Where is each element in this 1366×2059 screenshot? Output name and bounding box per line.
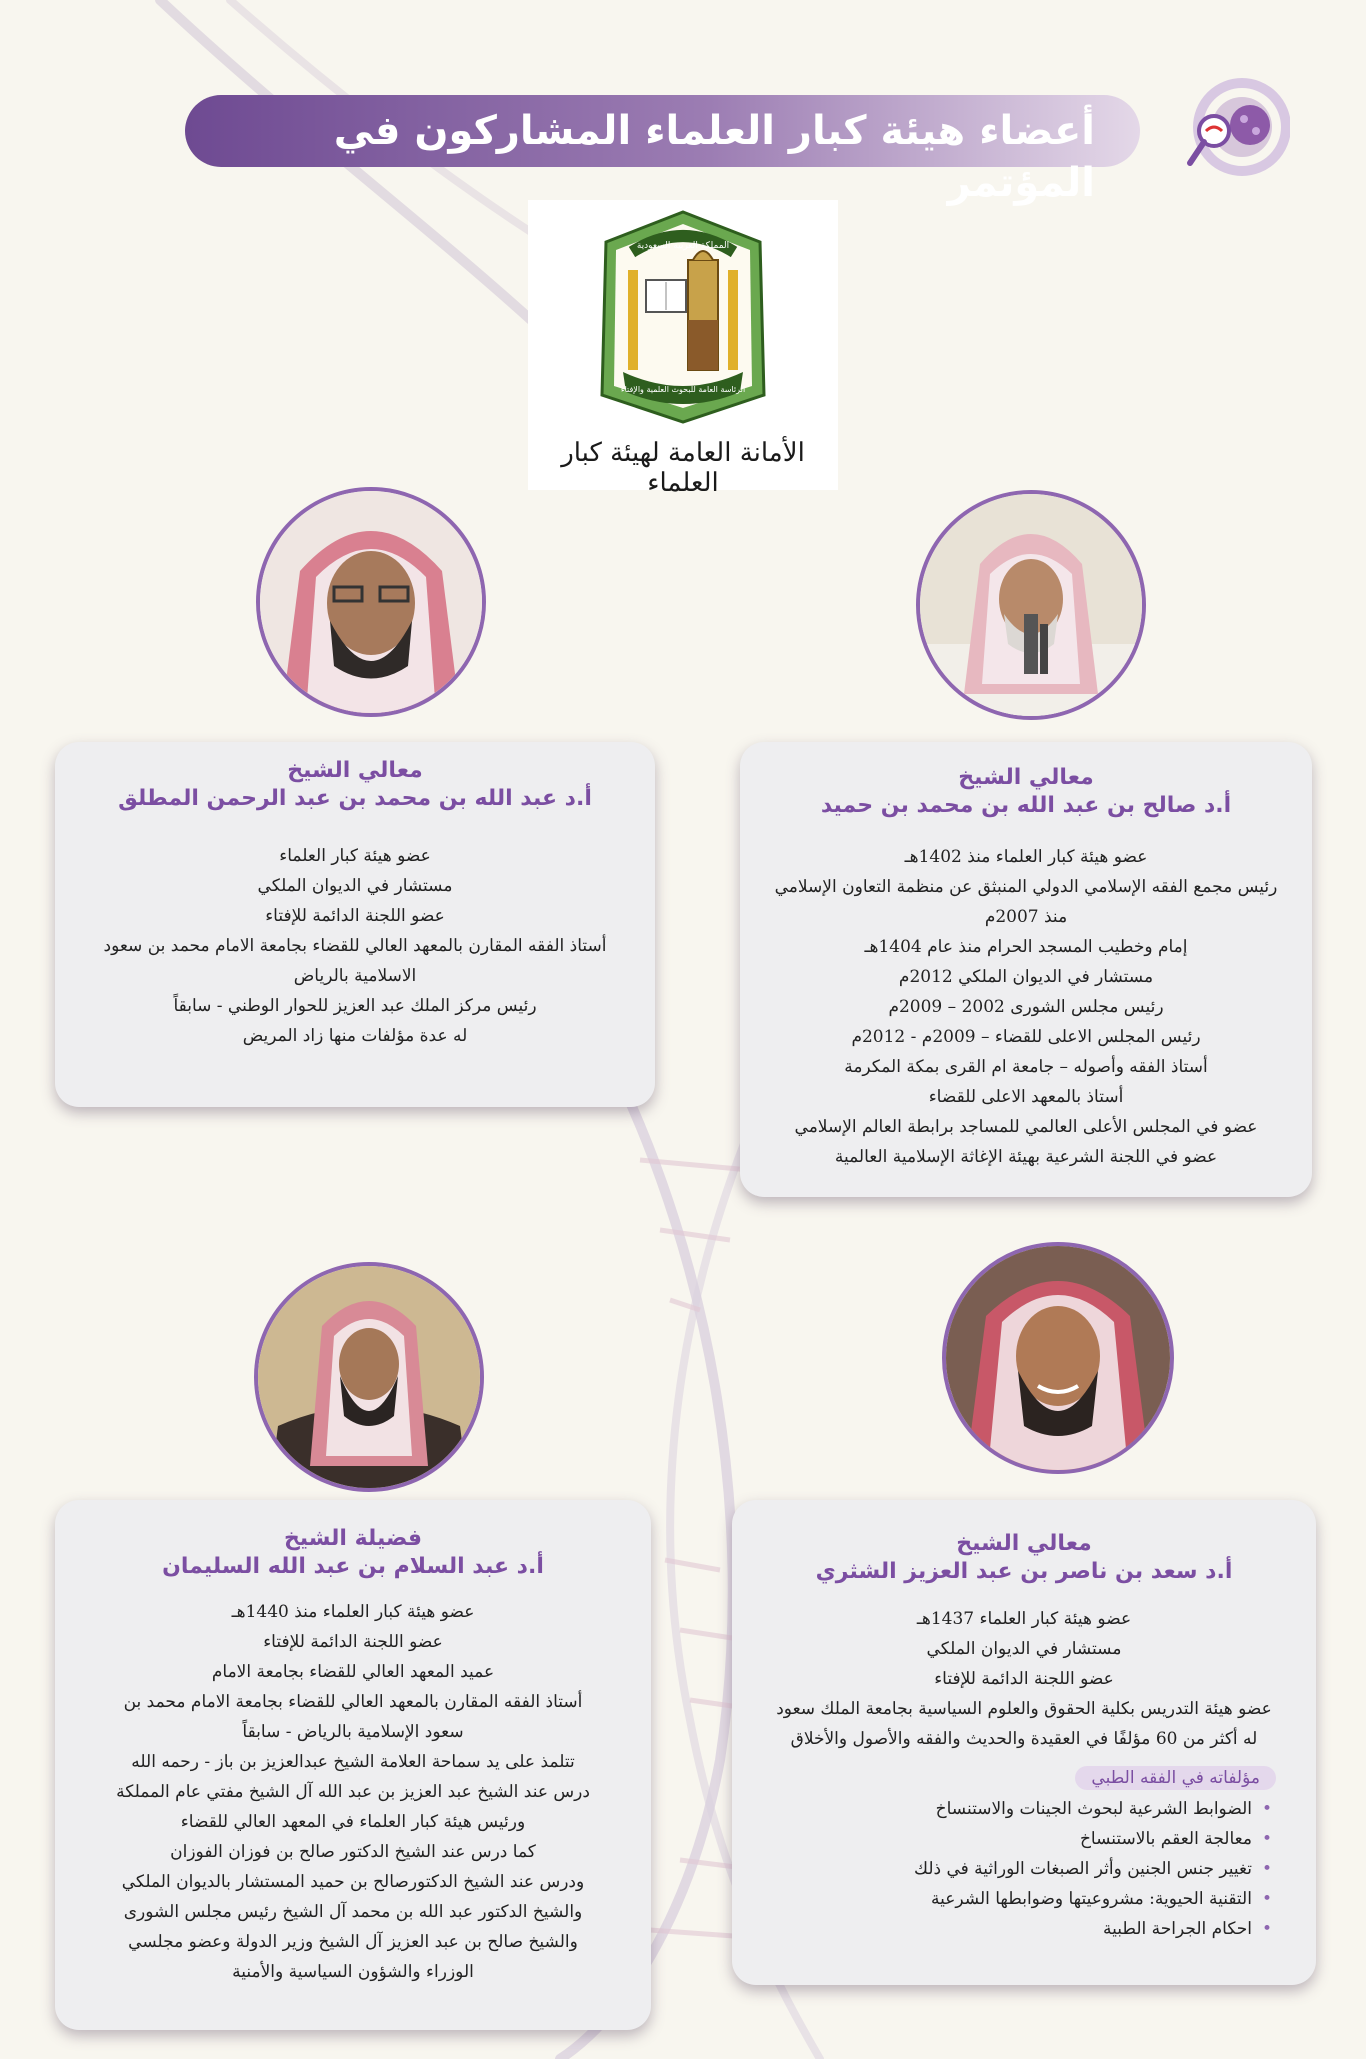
- member-bio-list: [55, 841, 655, 1051]
- work-item: • تغيير جنس الجنين وأثر الصبغات الوراثية في ذلك: [754, 1854, 1272, 1884]
- work-item: • احكام الجراحة الطبية: [754, 1914, 1272, 1944]
- bio-line: ودرس عند الشيخ الدكتورصالح بن حميد المستشار بالديوان الملكي: [121, 1872, 585, 1892]
- dna-magnifier-icon: [1180, 75, 1290, 185]
- bio-line: له عدة مؤلفات منها زاد المريض: [242, 1026, 468, 1046]
- member-title: معالي الشيخ: [287, 758, 423, 783]
- member-name: أ.د سعد بن ناصر بن عبد العزيز الشثري: [815, 1559, 1233, 1584]
- portrait-abdullah-almutlaq: [256, 487, 486, 717]
- work-item: • الضوابط الشرعية لبحوث الجينات والاستنساخ: [754, 1794, 1272, 1824]
- bio-line: أستاذ بالمعهد الاعلى للقضاء: [928, 1087, 1124, 1107]
- bio-line: عضو اللجنة الدائمة للإفتاء: [265, 906, 445, 926]
- member-card-saleh-bin-humaid: [740, 742, 1312, 1197]
- bio-line: تتلمذ على يد سماحة العلامة الشيخ عبدالعزيز بن باز - رحمه الله: [131, 1752, 575, 1772]
- bio-line: عضو اللجنة الدائمة للإفتاء: [263, 1632, 443, 1652]
- bio-line: عضو في اللجنة الشرعية بهيئة الإغاثة الإسلامية العالمية: [834, 1147, 1218, 1167]
- page-title: أعضاء هيئة كبار العلماء المشاركون في المؤتمر: [333, 108, 1095, 206]
- works-list: [732, 1794, 1316, 1944]
- member-bio-list: [740, 842, 1312, 1172]
- bio-line: عضو هيئة كبار العلماء 1437هـ: [916, 1609, 1132, 1629]
- member-card-abdullah-almutlaq: [55, 742, 655, 1107]
- bio-line: رئيس مركز الملك عبد العزيز للحوار الوطني - سابقاً: [173, 996, 537, 1016]
- bio-line: الوزراء والشؤون السياسية والأمنية: [232, 1962, 474, 1982]
- bio-line: ورئيس هيئة كبار العلماء في المعهد العالي للقضاء: [180, 1812, 526, 1832]
- bio-line: الاسلامية بالرياض: [293, 966, 417, 986]
- bio-line: منذ 2007م: [984, 907, 1068, 927]
- member-name: أ.د صالح بن عبد الله بن محمد بن حميد: [820, 793, 1232, 818]
- bio-line: عميد المعهد العالي للقضاء بجامعة الامام: [211, 1662, 495, 1682]
- work-item: • معالجة العقم بالاستنساخ: [754, 1824, 1272, 1854]
- bio-line: سعود الإسلامية بالرياض - سابقاً: [242, 1722, 464, 1742]
- bio-line: درس عند الشيخ عبد العزيز بن عبد الله آل الشيخ مفتي عام المملكة: [116, 1782, 590, 1802]
- page-header: [185, 95, 1140, 206]
- portrait-abdulsalam-alsulaiman: [254, 1262, 484, 1492]
- bio-line: إمام وخطيب المسجد الحرام منذ عام 1404هـ: [864, 937, 1188, 957]
- bio-line: مستشار في الديوان الملكي: [257, 876, 453, 896]
- works-heading: مؤلفاته في الفقه الطبي: [1075, 1766, 1276, 1790]
- bio-line: عضو هيئة كبار العلماء منذ 1440هـ: [231, 1602, 475, 1622]
- logo-caption: الأمانة العامة لهيئة كبار العلماء: [561, 438, 805, 498]
- portrait-saleh-bin-humaid: [916, 490, 1146, 720]
- bio-line: مستشار في الديوان الملكي: [926, 1639, 1122, 1659]
- bio-line: والشيخ الدكتور عبد الله بن محمد آل الشيخ رئيس مجلس الشورى: [123, 1902, 583, 1922]
- bio-line: والشيخ صالح بن عبد العزيز آل الشيخ وزير الدولة وعضو مجلسي: [128, 1932, 578, 1952]
- portrait-saad-alshathri: [942, 1242, 1174, 1474]
- bio-line: عضو هيئة التدريس بكلية الحقوق والعلوم السياسية بجامعة الملك سعود: [776, 1699, 1272, 1719]
- logo-ring-text: المملكة العربية السعودية: [636, 241, 730, 251]
- member-card-abdulsalam-alsulaiman: [55, 1500, 651, 2030]
- member-title: فضيلة الشيخ: [283, 1526, 423, 1551]
- member-name: أ.د عبد الله بن محمد بن عبد الرحمن المطلق: [118, 786, 592, 811]
- bio-line: مستشار في الديوان الملكي 2012م: [898, 967, 1154, 987]
- scholars-council-emblem: [528, 200, 838, 435]
- bio-line: رئيس المجلس الاعلى للقضاء – 2009م - 2012م: [851, 1027, 1201, 1047]
- bio-line: أستاذ الفقه المقارن بالمعهد العالي للقضاء بجامعة الامام محمد بن سعود: [103, 936, 607, 956]
- bio-line: له أكثر من 60 مؤلفًا في العقيدة والحديث والفقه والأصول والأخلاق: [790, 1729, 1258, 1749]
- bio-line: أستاذ الفقه المقارن بالمعهد العالي للقضاء بجامعة الامام محمد بن: [123, 1692, 583, 1712]
- bio-line: عضو هيئة كبار العلماء منذ 1402هـ: [904, 847, 1148, 867]
- bio-line: أستاذ الفقه وأصوله – جامعة ام القرى بمكة المكرمة: [844, 1057, 1208, 1077]
- member-title: معالي الشيخ: [958, 765, 1094, 790]
- bio-line: عضو في المجلس الأعلى العالمي للمساجد برابطة العالم الإسلامي: [794, 1117, 1258, 1137]
- organization-logo: [528, 200, 838, 498]
- member-bio-list: [55, 1597, 651, 1987]
- work-item: • التقنية الحيوية: مشروعيتها وضوابطها الشرعية: [754, 1884, 1272, 1914]
- bio-line: عضو اللجنة الدائمة للإفتاء: [934, 1669, 1114, 1689]
- bio-line: رئيس مجمع الفقه الإسلامي الدولي المنبثق عن منظمة التعاون الإسلامي: [774, 877, 1278, 897]
- bio-line: رئيس مجلس الشورى 2002 – 2009م: [888, 997, 1164, 1017]
- bio-line: عضو هيئة كبار العلماء: [279, 846, 431, 866]
- logo-banner-text: الرئاسة العامة للبحوث العلمية والإفتاء: [620, 385, 746, 394]
- member-bio-list: [732, 1604, 1316, 1754]
- member-card-saad-alshathri: [732, 1500, 1316, 1985]
- member-name: أ.د عبد السلام بن عبد الله السليمان: [162, 1554, 544, 1579]
- member-title: معالي الشيخ: [956, 1531, 1092, 1556]
- bio-line: كما درس عند الشيخ الدكتور صالح بن فوزان الفوزان: [170, 1842, 536, 1862]
